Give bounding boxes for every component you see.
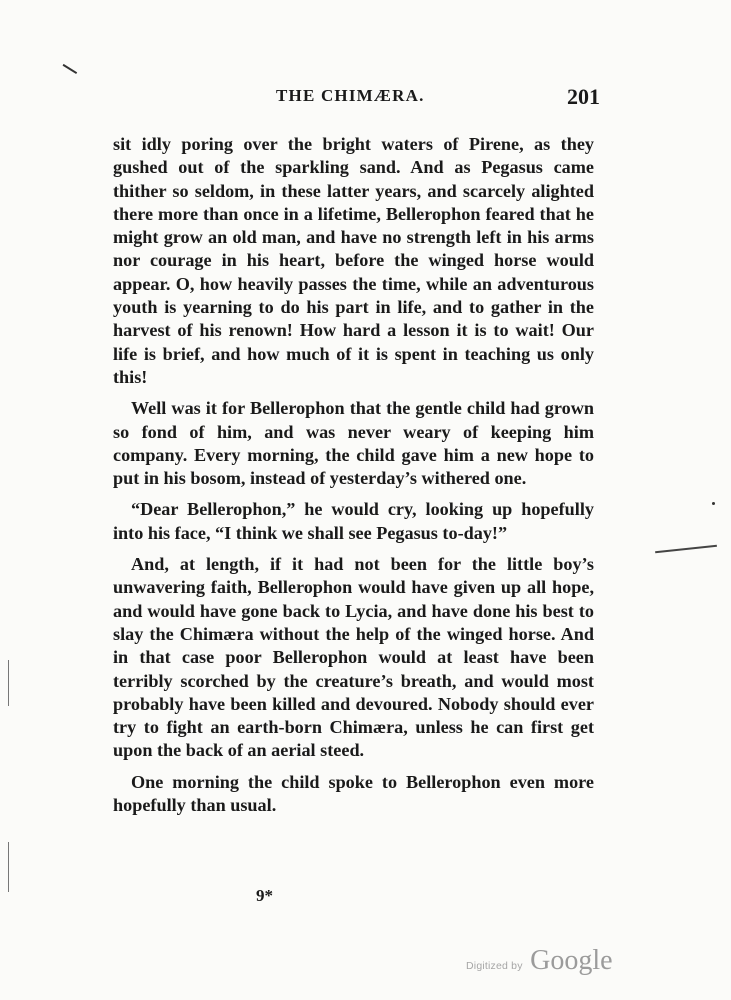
left-edge-line xyxy=(8,660,9,706)
margin-scratch-mark xyxy=(63,64,77,74)
paragraph: Well was it for Bellerophon that the gentle child had grown so fond of him, and was never weary of keeping him company. Every morning, the child gave him a new hope to put in his bosom, instead of yesterday’s withered one. xyxy=(113,398,594,489)
digitized-watermark xyxy=(466,945,613,977)
paragraph: “Dear Bellerophon,” he would cry, looking up hopefully into his face, “I think we shall see Pegasus to-day!” xyxy=(113,499,594,543)
left-edge-line xyxy=(8,842,9,892)
signature-mark: 9* xyxy=(256,886,273,905)
google-logo: Google xyxy=(530,945,613,976)
running-head: THE CHIMÆRA. xyxy=(276,86,425,105)
right-margin-scribble xyxy=(655,545,717,553)
paragraph: And, at length, if it had not been for the little boy’s unwavering faith, Bellerophon would have given up all hope, and would have gone back to Lycia, and have done his best to slay the Chimæra without the help of the winged horse. And in that case poor Bellerophon would at least have been terribly scorched by the creature’s breath, and would most probably have been killed and devoured. Nobody should ever try to fight an earth-born Chimæra, unless he can first get upon the back of an aerial steed. xyxy=(113,554,594,761)
page-number: 201 xyxy=(567,84,600,109)
right-margin-dot xyxy=(712,502,715,505)
paragraph: sit idly poring over the bright waters of Pirene, as they gushed out of the sparkling sand. And as Pegasus came thither so seldom, in these latter years, and scarcely alighted there more than once in a lifetime, Bellerophon feared that he might grow an old man, and have no strength left in his arms nor courage in his heart, before the winged horse would appear. O, how heavily passes the time, while an adventurous youth is yearning to do his part in life, and to gather in the harvest of his renown! How hard a lesson it is to wait! Our life is brief, and how much of it is spent in teaching us only this! xyxy=(113,134,594,387)
paragraph: One morning the child spoke to Bellerophon even more hopefully than usual. xyxy=(113,771,594,816)
page-header xyxy=(112,84,600,110)
body-text xyxy=(113,133,594,825)
watermark-prefix: Digitized by xyxy=(466,960,523,972)
